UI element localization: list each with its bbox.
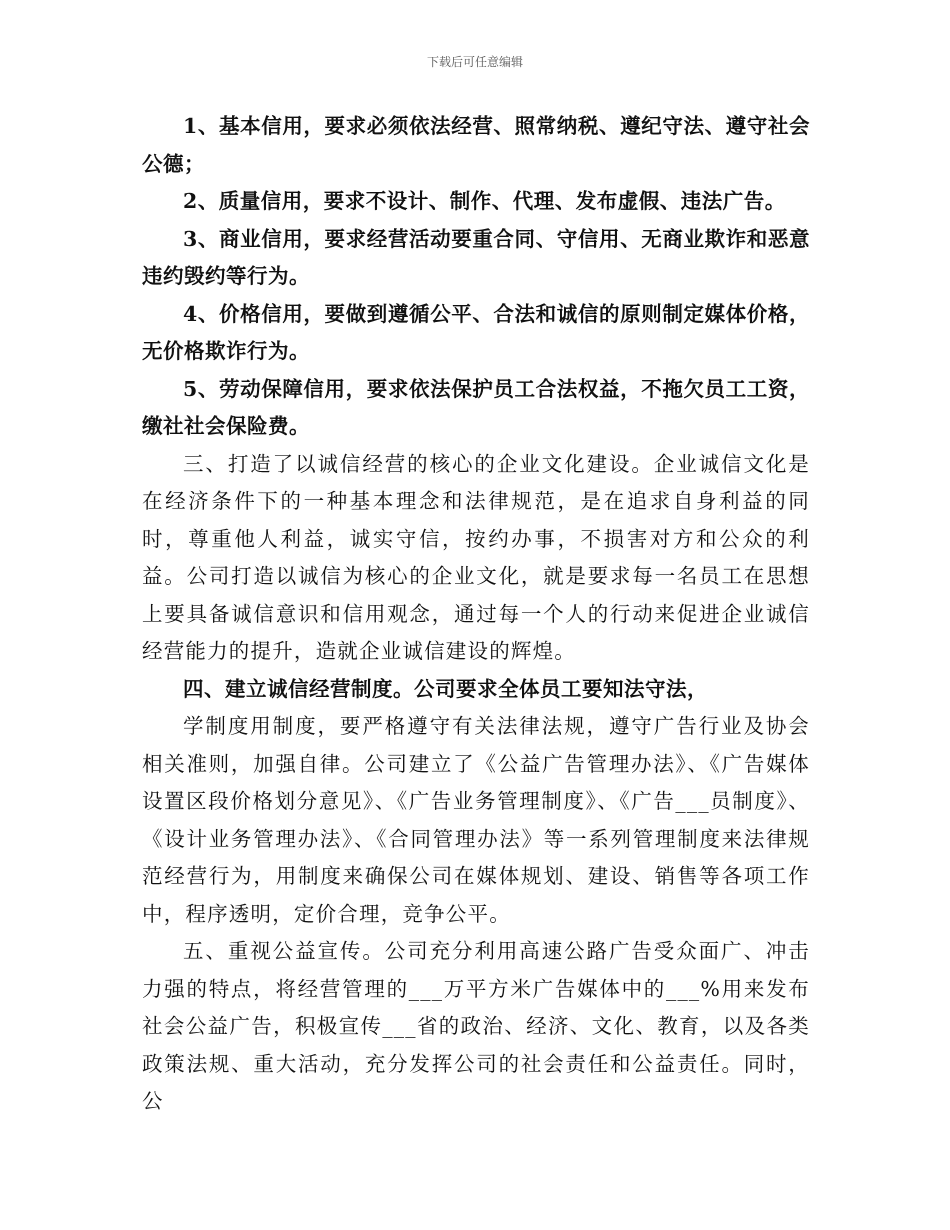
document-body — [142, 108, 810, 1121]
paragraph-business-credit: 3、商业信用，要求经营活动要重合同、守信用、无商业欺诈和恶意违约毁约等行为。 — [142, 226, 810, 288]
paragraph-price-credit: 4、价格信用，要做到遵循公平、合法和诚信的原则制定媒体价格，无价格欺诈行为。 — [142, 301, 810, 363]
page-header: 下载后可任意编辑 — [426, 55, 523, 69]
paragraph-labor-credit: 5、劳动保障信用，要求依法保护员工合法权益，不拖欠员工工资，缴社社会保险费。 — [142, 376, 810, 438]
paragraph-basic-credit: 1、基本信用，要求必须依法经营、照常纳税、遵纪守法、遵守社会公德； — [142, 114, 810, 176]
paragraph-public-welfare: 五、重视公益宣传。公司充分利用高速公路广告受众面广、冲击力强的特点，将经营管理的___万平方米广告媒体中的___%用来发布社会公益广告，积极宣传___省的政治、经济、文化、教育，以及各类政策法规、重大活动，充分发挥公司的社会责任和公益责任。同时，公 — [142, 939, 810, 1113]
paragraph-integrity-culture: 三、打造了以诚信经营的核心的企业文化建设。企业诚信文化是在经济条件下的一种基本理念和法律规范，是在追求自身利益的同时，尊重他人利益，诚实守信，按约办事，不损害对方和公众的利益。公司打造以诚信为核心的企业文化，就是要求每一名员工在思想上要具备诚信意识和信用观念，通过每一个人的行动来促进企业诚信经营能力的提升，造就企业诚信建设的辉煌。 — [142, 451, 810, 663]
paragraph-integrity-system-heading: 四、建立诚信经营制度。公司要求全体员工要知法守法， — [183, 676, 708, 701]
paragraph-integrity-system: 学制度用制度，要严格遵守有关法律法规，遵守广告行业及协会相关准则，加强自律。公司建立了《公益广告管理办法》、《广告媒体设置区段价格划分意见》、《广告业务管理制度》、《广告___员制度》、《设计业务管理办法》、《合同管理办法》等一系列管理制度来法律规范经营行为，用制度来确保公司在媒体规划、建设、销售等各项工作中，程序透明，定价合理，竞争公平。 — [142, 714, 810, 926]
paragraph-quality-credit: 2、质量信用，要求不设计、制作、代理、发布虚假、违法广告。 — [183, 189, 786, 213]
